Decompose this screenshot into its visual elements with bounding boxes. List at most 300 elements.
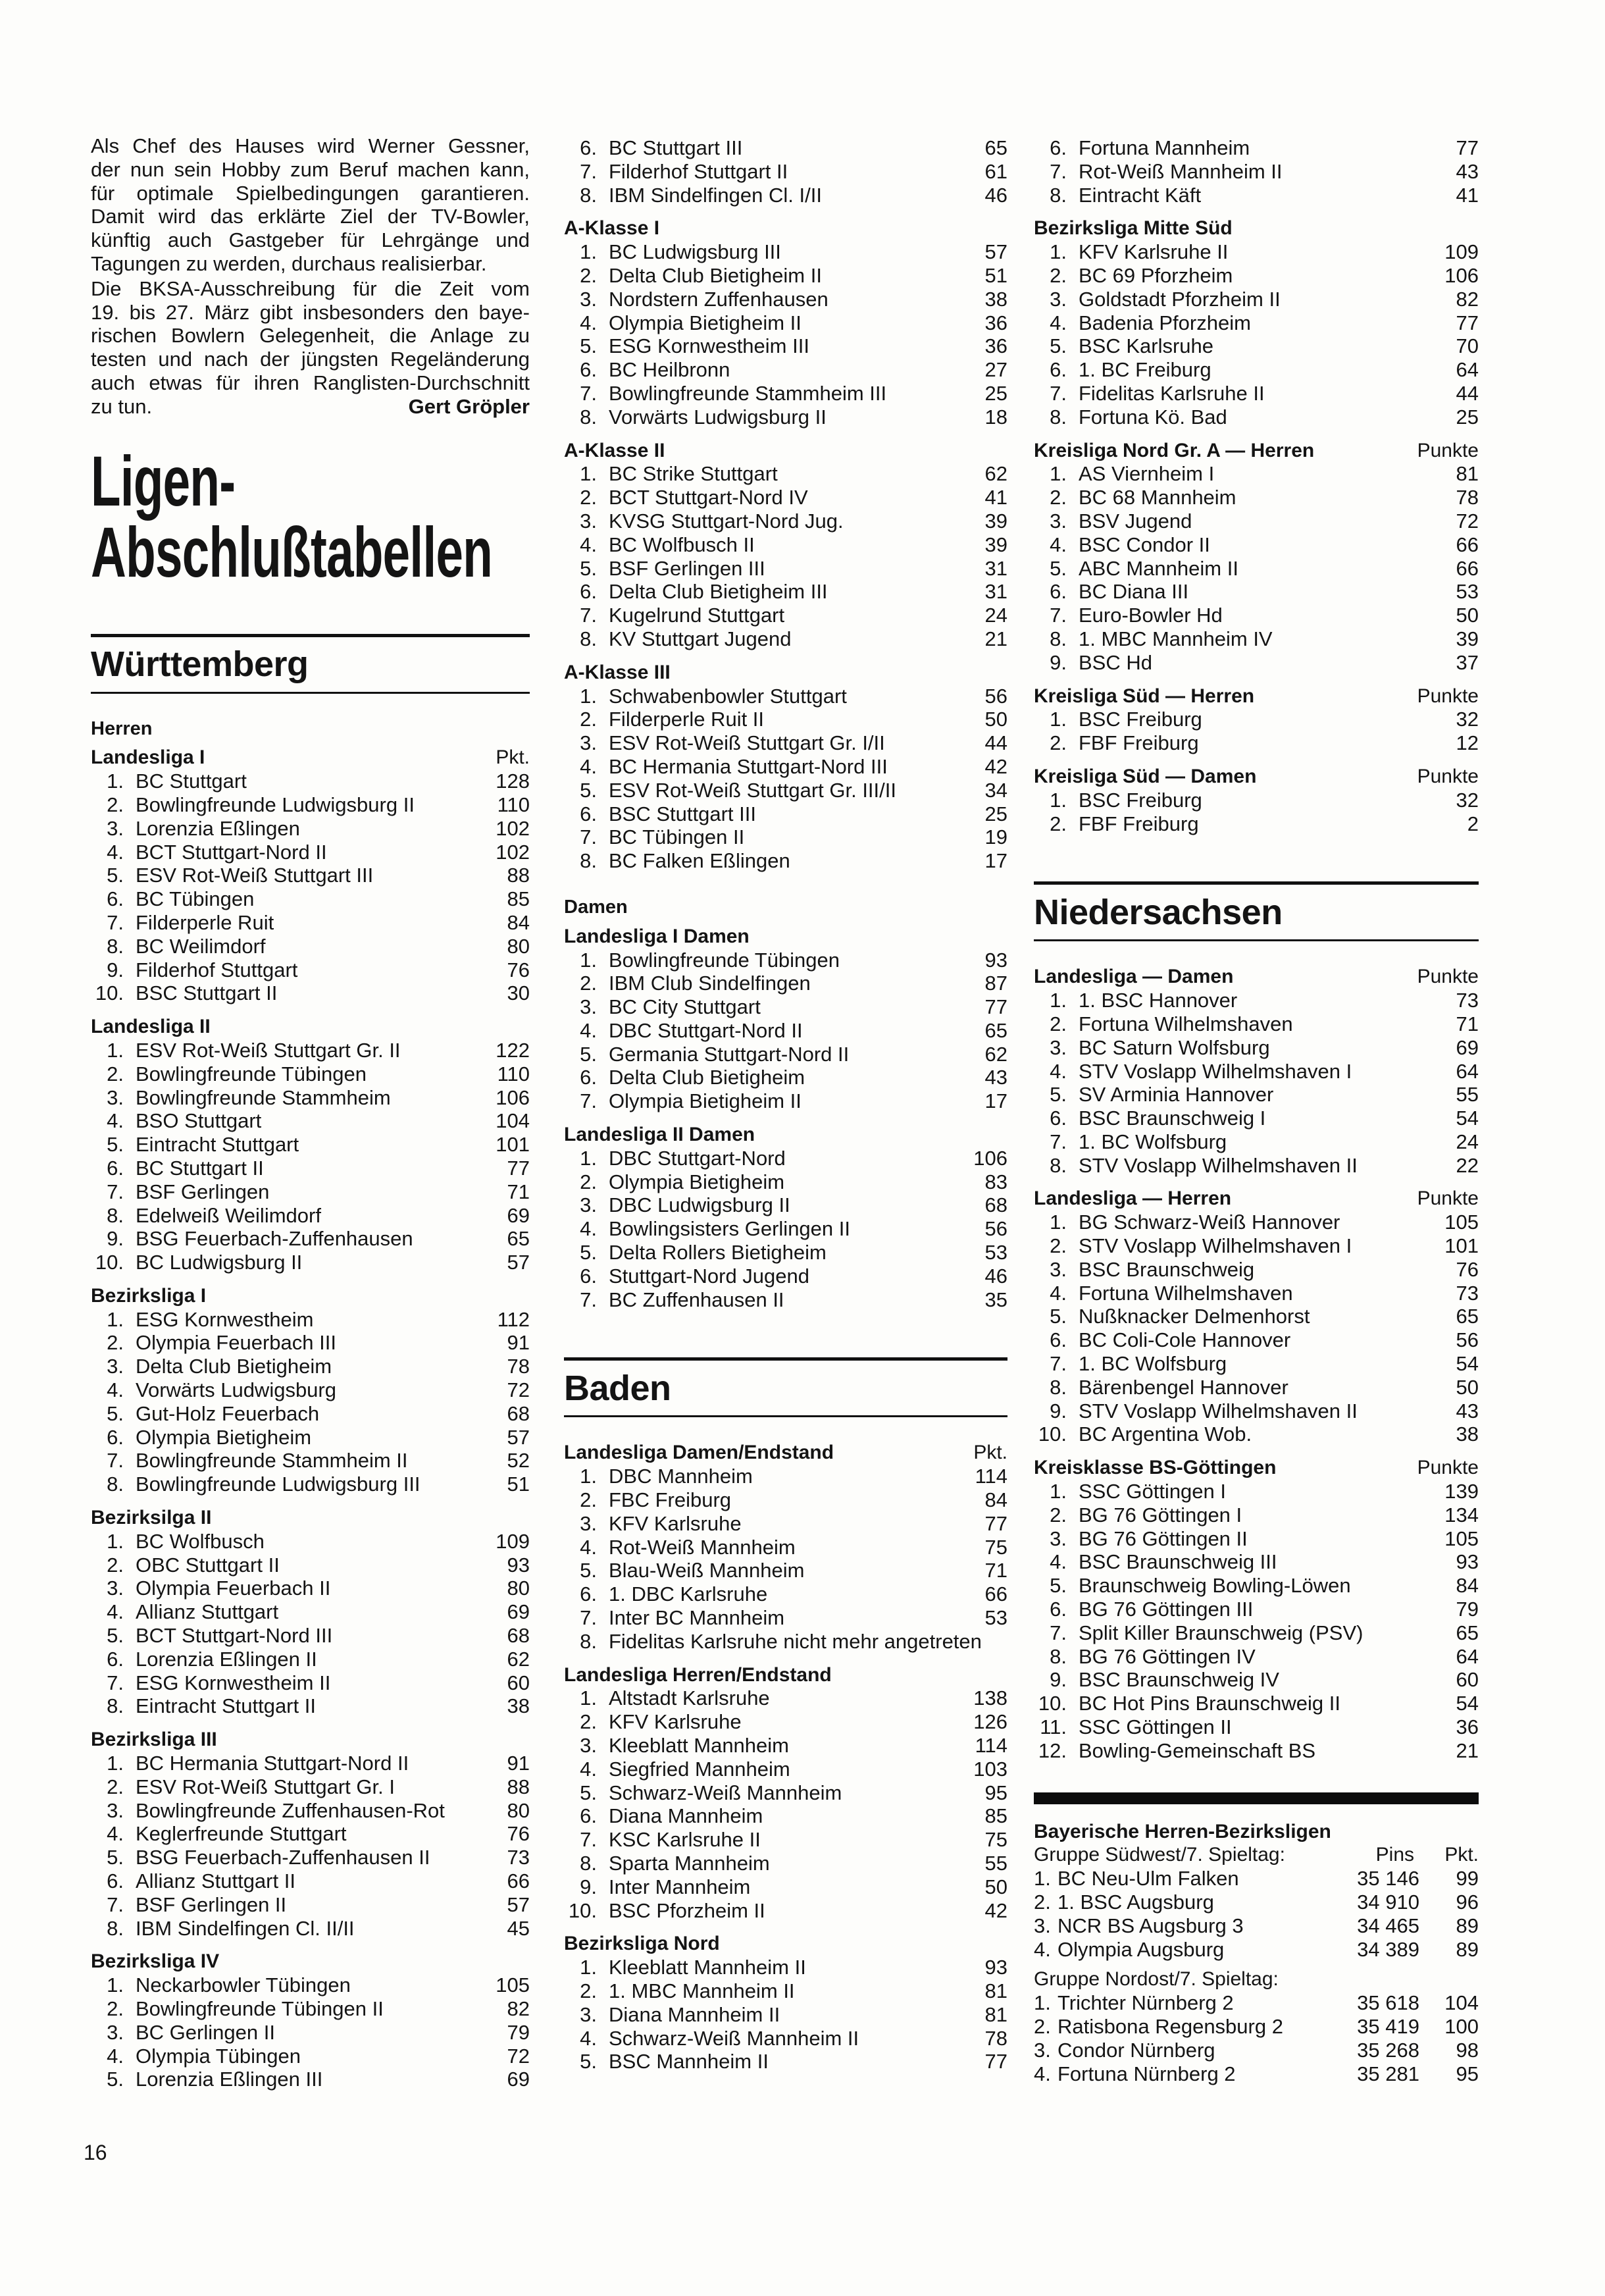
headline-line: Abschlußtabellen <box>91 511 493 592</box>
table-row <box>91 981 530 1005</box>
points: 79 <box>1456 1598 1479 1621</box>
table-row <box>91 1694 530 1718</box>
team-name: Schwabenbowler Stuttgart <box>609 684 847 708</box>
table-row <box>564 240 1007 264</box>
points: 32 <box>1456 708 1479 731</box>
rank: 1. <box>580 462 597 486</box>
team-name: Diana Mannheim <box>609 1804 763 1828</box>
table-row <box>564 334 1007 358</box>
points: 81 <box>984 1979 1007 2002</box>
table-row <box>1034 1305 1479 1328</box>
table-row <box>91 1869 530 1893</box>
points: 39 <box>984 533 1007 556</box>
team-name: SV Arminia Hannover <box>1079 1083 1274 1107</box>
team-name: Condor Nürnberg <box>1057 2038 1215 2062</box>
team-name: STV Voslapp Wilhelmshaven II <box>1079 1153 1358 1177</box>
points: 73 <box>1456 989 1479 1012</box>
region-niedersachsen <box>1034 881 1479 941</box>
team-name: Bowlingfreunde Zuffenhausen-Rot <box>136 1798 445 1822</box>
table-row <box>564 849 1007 873</box>
points: 65 <box>1456 1621 1479 1644</box>
team-name: BG Schwarz-Weiß Hannover <box>1079 1211 1340 1234</box>
team-name: Schwarz-Weiß Mannheim <box>609 1781 842 1804</box>
points: 60 <box>507 1671 530 1694</box>
points: 93 <box>1456 1550 1479 1574</box>
table-row <box>1034 1645 1479 1669</box>
table-row <box>564 1606 1007 1630</box>
table-row <box>564 2003 1007 2027</box>
rank: 4. <box>580 1018 597 1042</box>
team-name: Bowlingfreunde Tübingen II <box>136 1997 384 2020</box>
points-column-header: Punkte <box>1417 765 1479 787</box>
rank: 10. <box>95 1251 124 1274</box>
table-row <box>564 1066 1007 1089</box>
team-name: SSC Göttingen I <box>1079 1480 1227 1503</box>
table-row <box>564 1288 1007 1312</box>
team-name: BSF Gerlingen II <box>136 1892 287 1916</box>
points: 57 <box>507 1251 530 1274</box>
table-row <box>1034 184 1479 207</box>
rank: 1. <box>580 1465 597 1488</box>
rank: 6. <box>580 580 597 604</box>
rank: 8. <box>1050 627 1067 650</box>
table-row <box>91 1331 530 1355</box>
table-row <box>1034 731 1479 755</box>
team-name: BC Hermania Stuttgart-Nord III <box>609 754 888 778</box>
team-name: BC Tübingen II <box>609 825 745 849</box>
table-row <box>91 1180 530 1204</box>
table-row <box>91 1109 530 1133</box>
team-name: Fidelitas Karlsruhe nicht mehr angetreten <box>609 1629 982 1653</box>
table-row <box>91 841 530 864</box>
table-row <box>1034 1083 1479 1107</box>
team-name: Nußknacker Delmenhorst <box>1079 1305 1310 1328</box>
table-row <box>91 1973 530 1997</box>
table-row <box>1034 1422 1479 1446</box>
team-name: DBC Stuttgart-Nord II <box>609 1018 803 1042</box>
team-name: Bowlingfreunde Tübingen <box>136 1062 367 1085</box>
league-table-header <box>1034 439 1479 463</box>
rank: 4. <box>107 1822 124 1846</box>
table-row <box>564 1217 1007 1241</box>
team-name: BSC Karlsruhe <box>1079 334 1214 358</box>
table-row <box>1034 789 1479 812</box>
table-row <box>91 1251 530 1274</box>
points: 105 <box>1444 1211 1479 1234</box>
points: 24 <box>1456 1130 1479 1153</box>
rank: 2. <box>580 1710 597 1734</box>
team-name: BSC Freiburg <box>1079 708 1202 731</box>
table-row <box>564 825 1007 849</box>
team-name: Split Killer Braunschweig (PSV) <box>1079 1621 1363 1644</box>
league-table-landesliga-i-damen <box>564 925 1007 1113</box>
points: 96 <box>1456 1891 1479 1914</box>
table-row <box>564 1241 1007 1265</box>
team-name: Bowlingsisters Gerlingen II <box>609 1217 850 1241</box>
table-row <box>564 1488 1007 1512</box>
rank: 5. <box>107 864 124 887</box>
points: 62 <box>507 1647 530 1671</box>
paragraph-line-text: der nun sein Hobby zum Beruf machen kann, <box>91 157 530 181</box>
points: 66 <box>1456 533 1479 556</box>
points: 37 <box>1456 650 1479 674</box>
rank: 6. <box>107 1647 124 1671</box>
rank: 1. <box>107 770 124 793</box>
points: 98 <box>1456 2038 1479 2062</box>
table-row <box>564 509 1007 533</box>
pins: 35 146 <box>1357 1867 1419 1891</box>
rank: 7. <box>580 1288 597 1311</box>
league-title: Bezirksliga III <box>91 1729 217 1751</box>
rank: 7. <box>580 825 597 849</box>
league-title: Kreisliga Süd — Damen <box>1034 765 1257 787</box>
table-row <box>1034 1376 1479 1399</box>
rank: 9. <box>107 1227 124 1251</box>
paragraph-line <box>91 277 530 301</box>
team-name: STV Voslapp Wilhelmshaven II <box>1079 1399 1358 1422</box>
points: 2 <box>1467 812 1479 835</box>
rank: 8. <box>1050 1644 1067 1668</box>
league-table-header <box>564 439 1007 463</box>
points: 65 <box>1456 1305 1479 1328</box>
team-name: BSC Braunschweig III <box>1079 1550 1277 1574</box>
rank: 3. <box>107 816 124 840</box>
league-table-kreisliga-sued-herren <box>1034 685 1479 755</box>
team-name: Filderhof Stuttgart <box>136 958 298 981</box>
rank: 1. <box>580 1146 597 1170</box>
table-row <box>564 2027 1007 2050</box>
team-name: BG 76 Göttingen III <box>1079 1598 1254 1621</box>
league-table-header <box>1034 765 1479 789</box>
rank: 3. <box>580 2002 597 2026</box>
league-title: Bezirksliga Nord <box>564 1933 720 1955</box>
points: 76 <box>1456 1257 1479 1281</box>
table-row <box>1034 1692 1479 1715</box>
league-table-bezirksilga-ii <box>91 1506 530 1718</box>
rank: 8. <box>107 934 124 958</box>
league-table-header <box>91 1506 530 1530</box>
team-name: ESG Kornwestheim <box>136 1307 314 1331</box>
points: 112 <box>497 1307 530 1331</box>
team-name: KVSG Stuttgart-Nord Jug. <box>609 509 844 533</box>
team-name: BSC Freiburg <box>1079 788 1202 812</box>
table-row <box>1034 486 1479 509</box>
rank: 2. <box>107 1997 124 2020</box>
rank: 1. <box>1050 708 1067 731</box>
table-row <box>564 1465 1007 1488</box>
points: 106 <box>1444 263 1479 287</box>
rank: 2. <box>107 1775 124 1798</box>
table-row <box>564 1536 1007 1559</box>
rank: 6. <box>1050 136 1067 159</box>
table-row <box>91 2068 530 2091</box>
rank: 5. <box>580 1241 597 1265</box>
points: 32 <box>1456 788 1479 812</box>
points: 64 <box>1456 1644 1479 1668</box>
rank: 1. <box>1050 1480 1067 1503</box>
rank: 7. <box>580 381 597 405</box>
team-name: Schwarz-Weiß Mannheim II <box>609 2026 859 2050</box>
team-name: Delta Club Bietigheim <box>136 1355 332 1378</box>
team-name: Fortuna Kö. Bad <box>1079 405 1227 429</box>
team-name: Bowling-Gemeinschaft BS <box>1079 1738 1316 1762</box>
rank: 7. <box>1050 381 1067 405</box>
paragraph-line-text: Die BKSA-Ausschreibung für die Zeit vom <box>91 276 530 300</box>
rank: 4. <box>107 1600 124 1624</box>
team-name: Rot-Weiß Mannheim <box>609 1535 796 1559</box>
table-row <box>1034 1715 1479 1739</box>
paragraph-line <box>91 348 530 371</box>
team-name: Blau-Weiß Mannheim <box>609 1559 805 1582</box>
team-name: DBC Mannheim <box>609 1465 753 1488</box>
table-row <box>91 1355 530 1378</box>
points: 69 <box>507 1600 530 1624</box>
team-name: Delta Club Bietigheim <box>609 1066 805 1089</box>
points: 64 <box>1456 358 1479 382</box>
column-middle <box>564 136 1007 2074</box>
team-name: IBM Club Sindelfingen <box>609 972 811 995</box>
team-name: Diana Mannheim II <box>609 2002 780 2026</box>
points: 50 <box>984 1875 1007 1898</box>
points: 81 <box>1456 462 1479 486</box>
table-row <box>1034 264 1479 288</box>
league-table-landesliga-damen <box>1034 965 1479 1177</box>
pins: 34 465 <box>1357 1914 1419 1937</box>
table-row <box>91 887 530 911</box>
page-number: 16 <box>84 2141 107 2164</box>
points: 110 <box>497 793 530 816</box>
table-row <box>564 708 1007 731</box>
table-row <box>564 580 1007 604</box>
table-row <box>1034 358 1479 382</box>
points: 93 <box>507 1553 530 1577</box>
points: 18 <box>984 405 1007 429</box>
points: 80 <box>507 1798 530 1822</box>
team-name: Vorwärts Ludwigsburg II <box>609 405 827 429</box>
league-title: Landesliga II <box>91 1016 211 1038</box>
points: 64 <box>1456 1059 1479 1083</box>
team-name: Olympia Tübingen <box>136 2044 301 2068</box>
points: 36 <box>984 334 1007 358</box>
points: 30 <box>507 981 530 1005</box>
points: 104 <box>1444 1991 1479 2015</box>
table-row <box>564 1265 1007 1288</box>
region-wuerttemberg <box>91 634 530 694</box>
rank: 1. <box>107 1307 124 1331</box>
team-name: BC Stuttgart II <box>136 1156 264 1180</box>
paragraph-line-text: 19. bis 27. März gibt insbesonders den baye- <box>91 300 530 324</box>
table-row <box>91 1086 530 1110</box>
rank: 11. <box>1040 1715 1067 1739</box>
rank: 5. <box>580 334 597 358</box>
league-table-kreisklasse-bs-goettingen <box>1034 1456 1479 1762</box>
team-name: Fortuna Mannheim <box>1079 136 1250 159</box>
rank: 8. <box>1050 1375 1067 1399</box>
table-row <box>1034 1211 1479 1234</box>
team-name: Germania Stuttgart-Nord II <box>609 1042 850 1066</box>
table-row <box>91 1473 530 1496</box>
team-name: Ratisbona Regensburg 2 <box>1057 2014 1283 2038</box>
team-name: SSC Göttingen II <box>1079 1715 1232 1739</box>
region-heading: Niedersachsen <box>1034 892 1283 932</box>
rank: 6. <box>580 136 597 159</box>
team-name: OBC Stuttgart II <box>136 1553 280 1577</box>
rank: 3. <box>107 1577 124 1600</box>
rank: 1. <box>580 1686 597 1710</box>
rank: 7. <box>580 604 597 627</box>
team-name: ESV Rot-Weiß Stuttgart Gr. III/II <box>609 778 896 802</box>
team-name: BG 76 Göttingen II <box>1079 1526 1248 1550</box>
team-name: BC Stuttgart III <box>609 136 743 159</box>
rank: 6. <box>107 1869 124 1893</box>
rank: 3. <box>1050 509 1067 533</box>
team-name: BSF Gerlingen III <box>609 556 765 580</box>
team-name: Vorwärts Ludwigsburg <box>136 1378 336 1402</box>
team-name: 1. BSC Augsburg <box>1057 1891 1214 1914</box>
team-name: Bowlingfreunde Stammheim <box>136 1085 391 1109</box>
paragraph-line <box>91 252 530 276</box>
team-name: IBM Sindelfingen Cl. II/II <box>136 1916 355 1940</box>
rank: 2. <box>580 486 597 509</box>
points: 61 <box>984 159 1007 183</box>
team-name: Bärenbengel Hannover <box>1079 1375 1288 1399</box>
points: 75 <box>984 1535 1007 1559</box>
points: 57 <box>984 240 1007 264</box>
points: 31 <box>984 556 1007 580</box>
table-row <box>91 1624 530 1648</box>
table-row <box>1034 1258 1479 1282</box>
table-row <box>1034 1867 1479 1891</box>
rank: 3. <box>580 1734 597 1758</box>
points: 84 <box>984 1488 1007 1512</box>
league-table-header <box>91 746 530 770</box>
league-title: A-Klasse II <box>564 439 665 461</box>
league-table-header <box>564 661 1007 685</box>
team-name: Bowlingfreunde Tübingen <box>609 948 840 972</box>
group-label-damen: Damen <box>564 896 628 918</box>
table-row <box>91 1917 530 1941</box>
table-row <box>1034 2015 1479 2039</box>
table-row <box>1034 405 1479 429</box>
points: 71 <box>984 1559 1007 1582</box>
points: 50 <box>1456 1375 1479 1399</box>
league-title: Bezirksliga I <box>91 1284 207 1307</box>
rank: 10. <box>1038 1422 1067 1446</box>
team-name: Keglerfreunde Stuttgart <box>136 1822 347 1846</box>
paragraph-line-text: zu tun. <box>91 394 153 418</box>
team-name: Fortuna Nürnberg 2 <box>1057 2062 1236 2085</box>
rank: 7. <box>107 910 124 934</box>
team-name: Edelweiß Weilimdorf <box>136 1203 321 1227</box>
points: 43 <box>1456 159 1479 183</box>
league-table-header <box>1034 1968 1479 1991</box>
points: 104 <box>496 1109 530 1133</box>
points: 73 <box>507 1846 530 1869</box>
points: 87 <box>984 972 1007 995</box>
league-title: Landesliga — Damen <box>1034 966 1234 988</box>
rank: 3. <box>1050 287 1067 311</box>
rank: 1. <box>1050 462 1067 486</box>
rank: 4. <box>580 754 597 778</box>
table-row <box>1034 334 1479 358</box>
points: 105 <box>1444 1526 1479 1550</box>
team-name: FBF Freiburg <box>1079 731 1199 755</box>
table-row <box>91 1799 530 1823</box>
rank: 8. <box>580 183 597 207</box>
rank: 5. <box>580 778 597 802</box>
league-title: A-Klasse III <box>564 661 671 683</box>
points: 56 <box>984 684 1007 708</box>
team-name: Euro-Bowler Hd <box>1079 604 1223 627</box>
team-name: BSC Braunschweig <box>1079 1257 1255 1281</box>
team-name: ESV Rot-Weiß Stuttgart Gr. I <box>136 1775 395 1798</box>
points: 70 <box>1456 334 1479 358</box>
table-row <box>1034 2062 1479 2086</box>
league-table-header <box>1034 685 1479 708</box>
points: 55 <box>1456 1083 1479 1107</box>
points: 110 <box>497 1062 530 1085</box>
headline-line: Ligen- <box>91 440 236 521</box>
team-name: BCT Stuttgart-Nord II <box>136 840 327 864</box>
team-name: BG 76 Göttingen I <box>1079 1503 1242 1526</box>
table-row <box>1034 812 1479 836</box>
team-name: BC Tübingen <box>136 887 255 911</box>
pins-column-header: Pins <box>1375 1844 1414 1866</box>
team-name: FBF Freiburg <box>1079 812 1199 835</box>
rank: 2. <box>1050 1503 1067 1526</box>
points: 89 <box>1456 1914 1479 1937</box>
rank: 5. <box>1050 556 1067 580</box>
team-name: Inter BC Mannheim <box>609 1606 785 1630</box>
points: 54 <box>1456 1352 1479 1376</box>
pins-column-header <box>1308 1968 1419 1991</box>
league-table-a-klasse-i <box>564 217 1007 429</box>
paragraph-line-text: Damit wird das erklärte Ziel der TV-Bowler, <box>91 205 530 228</box>
table-row <box>564 604 1007 627</box>
paragraph-line <box>91 182 530 205</box>
team-name: Filderperle Ruit II <box>609 708 765 731</box>
article-paragraph <box>91 134 530 276</box>
team-name: BSC Braunschweig IV <box>1079 1668 1279 1692</box>
points: 42 <box>984 1898 1007 1922</box>
points: 17 <box>984 849 1007 873</box>
team-name: Badenia Pforzheim <box>1079 311 1251 334</box>
table-row <box>91 1133 530 1157</box>
team-name: 1. BC Freiburg <box>1079 358 1211 382</box>
paragraph-line-text: auch etwas für ihren Ranglisten-Durchschnitt <box>91 371 530 394</box>
table-row <box>564 311 1007 335</box>
rank: 2. <box>107 1553 124 1577</box>
rank: 7. <box>1050 1621 1067 1644</box>
rank: 9. <box>580 1875 597 1898</box>
rank: 6. <box>1050 580 1067 604</box>
rank: 2. <box>107 1331 124 1355</box>
team-name: Eintracht Stuttgart <box>136 1133 299 1157</box>
table-row <box>564 1804 1007 1828</box>
rank: 4. <box>580 311 597 334</box>
points: 109 <box>1444 240 1479 264</box>
league-table-kreisliga-sued-damen <box>1034 765 1479 835</box>
points: 43 <box>1456 1399 1479 1422</box>
table-row <box>564 358 1007 382</box>
table-row <box>91 1530 530 1553</box>
rank: 7. <box>107 1671 124 1694</box>
team-name: Rot-Weiß Mannheim II <box>1079 159 1283 183</box>
rank: 1. <box>1034 1991 1051 2015</box>
rank: 3. <box>1050 1035 1067 1059</box>
team-name: 1. DBC Karlsruhe <box>609 1582 768 1606</box>
paragraph-line-text: Als Chef des Hauses wird Werner Gessner, <box>91 134 530 157</box>
